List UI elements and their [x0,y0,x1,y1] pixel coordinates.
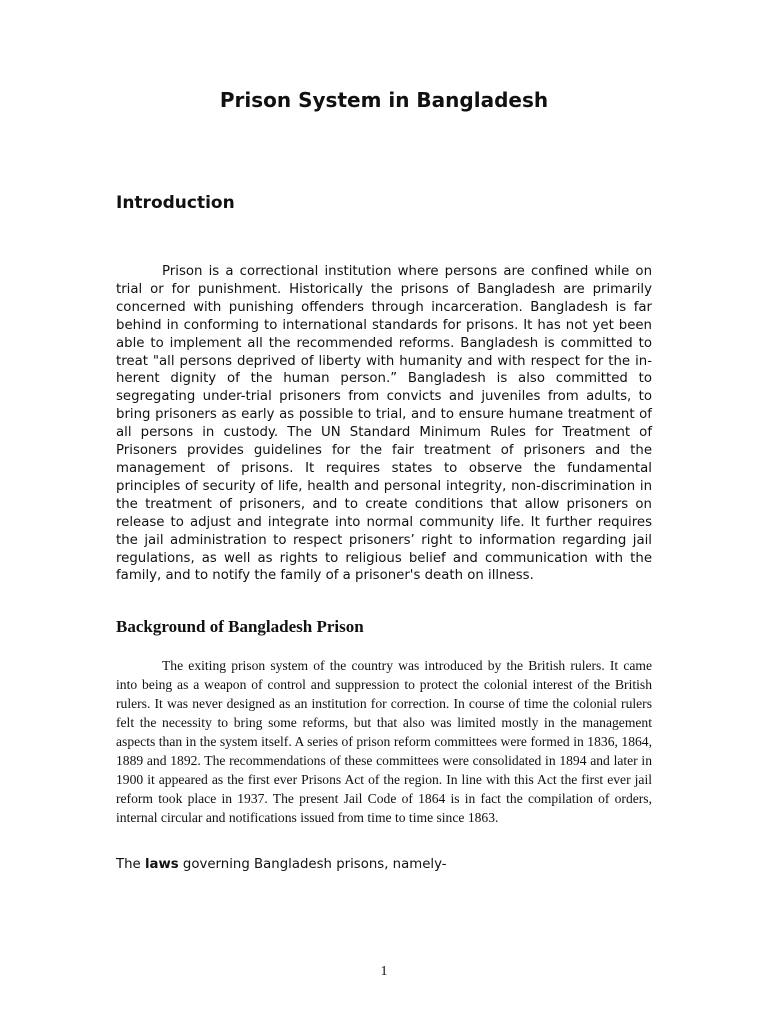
laws-bold-word: laws [144,857,179,872]
background-heading: Background of Bangladesh Prison [116,617,364,636]
introduction-heading: Introduction [116,193,235,213]
laws-prefix: The [116,857,145,872]
page-title: Prison System in Bangladesh [219,88,549,112]
introduction-paragraph: Prison is a correctional institution where persons are confined while on trial or for punishment. Historically the prisons of Bangladesh are primarily concerned with punishing offenders through incarceration. Bangladesh is far behind in conforming to international standards for prisons. It has not yet been able to implement all the recommended reforms. Bangladesh is committed to treat "all persons deprived of liberty with humanity and with respect for the in-herent dignity of the human person.” Bangladesh is also committed to segregating under-trial prisoners from convicts and juveniles from adults, to bring prisoners as early as possible to trial, and to ensure humane treatment of all persons in custody. The UN Standard Minimum Rules for Treatment of Prisoners provides guidelines for the fair treatment of prisoners and the management of prisons. It requires states to observe the fundamental principles of security of life, health and personal integrity, non-discrimination in the treatment of prisoners, and to create conditions that allow prisoners on release to adjust and integrate into normal community life. It further requires the jail administration to respect prisoners’ right to information regarding jail regulations, as well as rights to religious belief and communication with the family, and to notify the family of a prisoner's death on illness. [116,264,652,584]
laws-suffix: governing Bangladesh prisons, namely- [178,857,447,872]
laws-line [116,856,652,874]
background-paragraph: The exiting prison system of the country was introduced by the British rulers. It came into being as a weapon of control and suppression to protect the colonial interest of the British rulers. It was never designed as an institution for correction. In course of time the colonial rulers felt the necessity to bring some reforms, but that also was limited mostly in the management aspects than in the system itself. A series of prison reform committees were formed in 1836, 1864, 1889 and 1892. The recommendations of these committees were consolidated in 1894 and later in 1900 it appeared as the first ever Prisons Act of the region. In line with this Act the first ever jail reform took place in 1937. The present Jail Code of 1864 is in fact the compilation of orders, internal circular and notifications issued from time to time since 1863. [116,658,652,825]
page-number: 1 [380,964,388,979]
